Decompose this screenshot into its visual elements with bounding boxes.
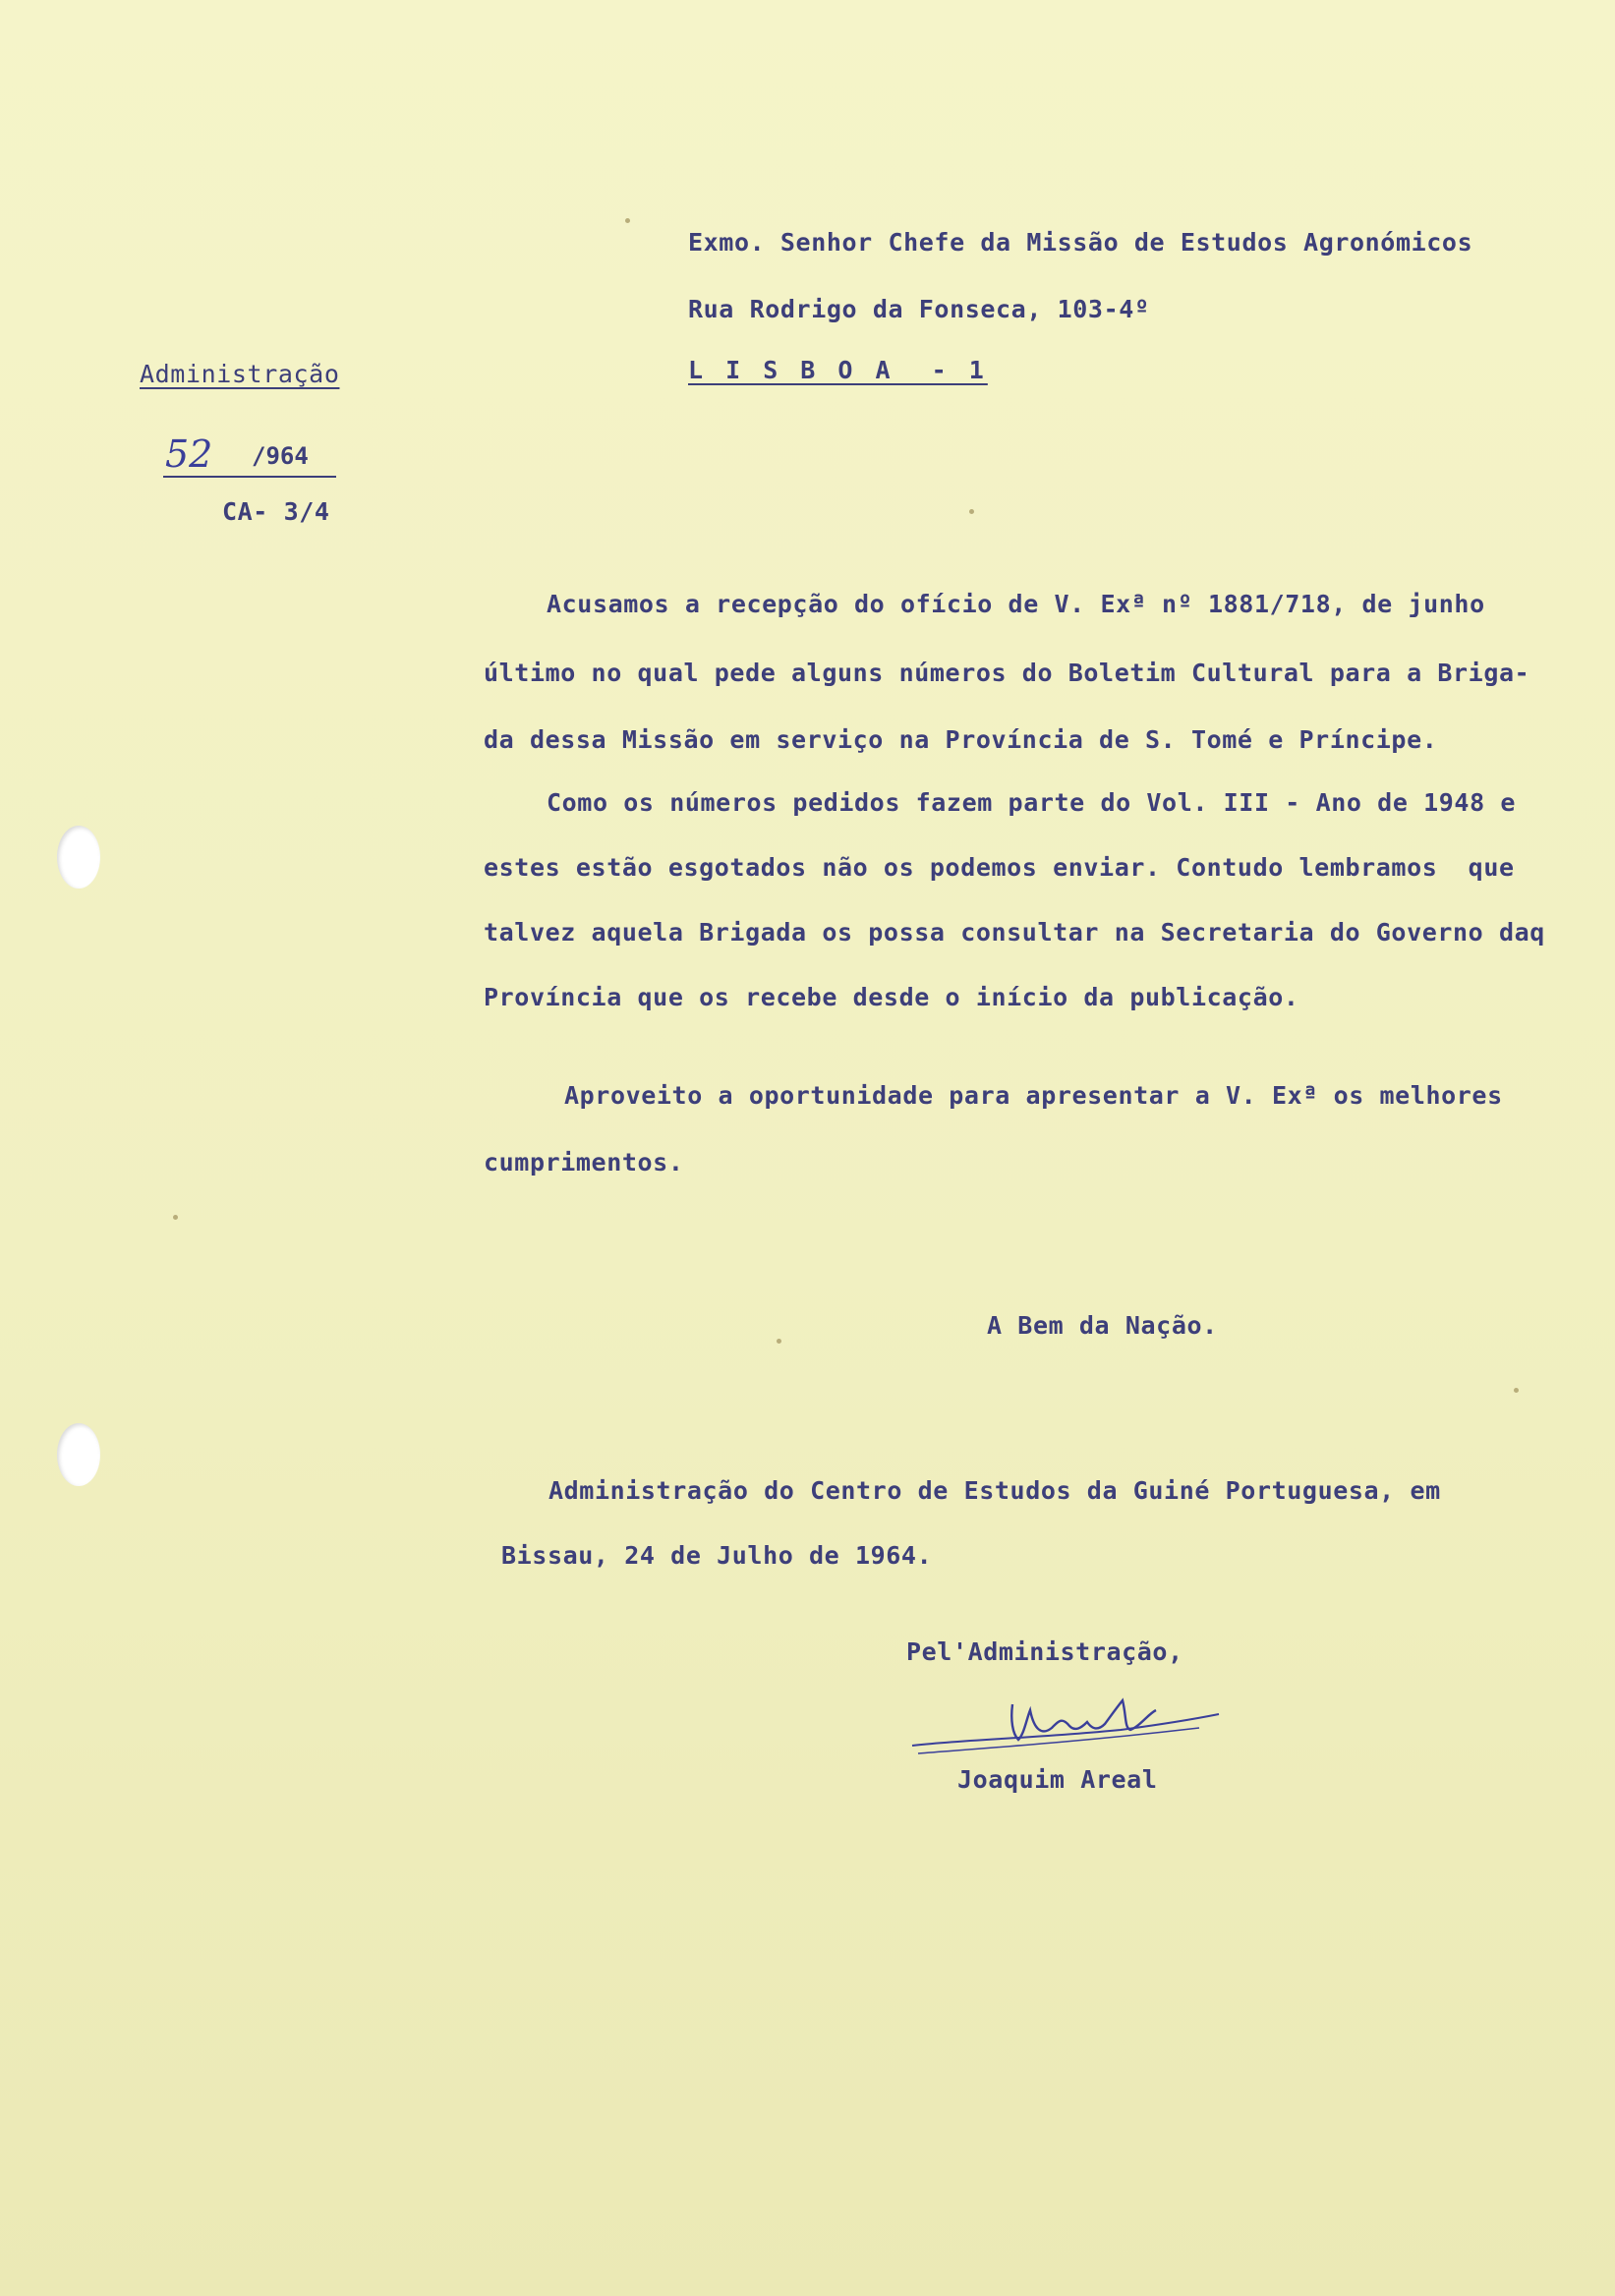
reference-year: /964 bbox=[252, 442, 309, 470]
body-p2-line-4: Província que os recebe desde o início da publicação. bbox=[484, 983, 1299, 1011]
paper-speck bbox=[1514, 1388, 1519, 1393]
body-p1-line-2: último no qual pede alguns números do Boletim Cultural para a Briga- bbox=[484, 659, 1530, 687]
addressee-city: L I S B O A - 1 bbox=[688, 356, 988, 384]
paper-speck bbox=[969, 509, 974, 514]
body-p2-line-2: estes estão esgotados não os podemos enviar. Contudo lembramos que bbox=[484, 853, 1515, 882]
closing-pel: Pel'Administração, bbox=[906, 1637, 1183, 1666]
signer-name: Joaquim Areal bbox=[957, 1765, 1158, 1794]
reference-number bbox=[163, 432, 336, 478]
body-p1-line-3: da dessa Missão em serviço na Província de S. Tomé e Príncipe. bbox=[484, 725, 1438, 754]
punch-hole-top bbox=[57, 826, 100, 889]
body-p3-line-2: cumprimentos. bbox=[484, 1148, 684, 1177]
body-p1-line-1: Acusamos a recepção do ofício de V. Exª nº 1881/718, de junho bbox=[547, 590, 1485, 618]
body-p2-line-3: talvez aquela Brigada os possa consultar na Secretaria do Governo daq bbox=[484, 918, 1545, 947]
signature bbox=[904, 1671, 1239, 1779]
handwritten-number: 52 bbox=[165, 432, 213, 476]
closing-place-line-2: Bissau, 24 de Julho de 1964. bbox=[501, 1541, 933, 1570]
body-p2-line-1: Como os números pedidos fazem parte do Vol. III - Ano de 1948 e bbox=[547, 788, 1517, 817]
reference-code: CA- 3/4 bbox=[222, 497, 330, 526]
closing-place-line-1: Administração do Centro de Estudos da Guiné Portuguesa, em bbox=[548, 1476, 1441, 1505]
body-p3-line-1: Aproveito a oportunidade para apresentar a V. Exª os melhores bbox=[564, 1081, 1503, 1110]
punch-hole-bottom bbox=[57, 1423, 100, 1486]
addressee-line-1: Exmo. Senhor Chefe da Missão de Estudos Agronómicos bbox=[688, 228, 1473, 257]
paper-speck bbox=[777, 1339, 781, 1344]
addressee-line-2: Rua Rodrigo da Fonseca, 103-4º bbox=[688, 295, 1150, 323]
paper-speck bbox=[173, 1215, 178, 1220]
paper-speck bbox=[625, 218, 630, 223]
department-label: Administração bbox=[140, 360, 340, 388]
closing-motto: A Bem da Nação. bbox=[987, 1311, 1218, 1340]
